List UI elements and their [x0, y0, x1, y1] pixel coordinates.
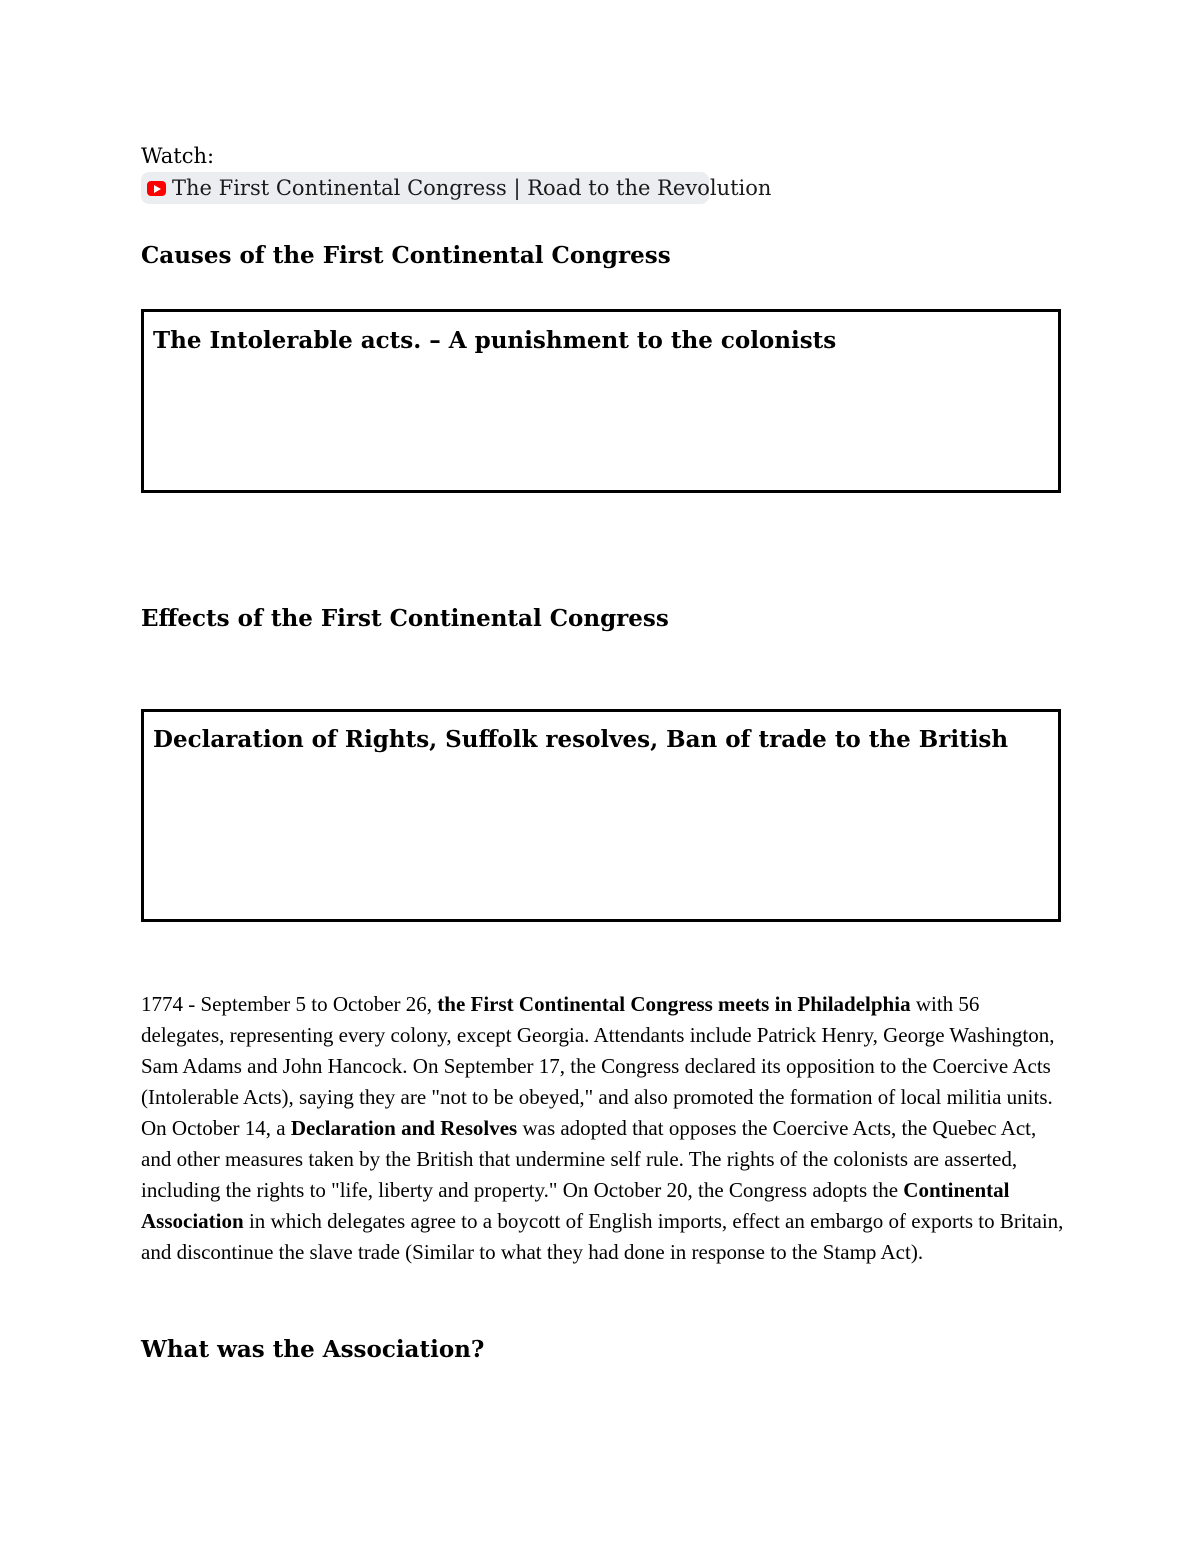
paragraph-text-4: in which delegates agree to a boycott of English imports, effect an embargo of exports to Britain, and discontinue the slave trade (Similar to what they had done in response to the Stamp Act). — [141, 1209, 1064, 1264]
effects-answer-text[interactable]: Declaration of Rights, Suffolk resolves, Ban of trade to the British — [153, 726, 1009, 753]
causes-answer-box[interactable] — [141, 309, 1061, 493]
paragraph-text-2: with 56 delegates, representing every colony, except Georgia. Attendants include Patrick Henry, George Washington, Sam Adams and John Hancock. On September 17, the Congress declared its opposition to the Coercive Acts (Intolerable Acts), saying they are "not to be obeyed," and also promoted the formation of local militia units. On October 14, a — [141, 992, 1055, 1140]
paragraph-bold-congress: the First Continental Congress meets in Philadelphia — [437, 992, 911, 1016]
effects-heading: Effects of the First Continental Congress — [141, 605, 669, 632]
paragraph-text-3: was adopted that opposes the Coercive Acts, the Quebec Act, and other measures taken by the British that undermine self rule. The rights of the colonists are asserted, including the rights to "life, liberty and property." On October 20, the Congress adopts the — [141, 1116, 1037, 1202]
paragraph-text-1: 1774 - September 5 to October 26, — [141, 992, 438, 1016]
paragraph-bold-association: Continental Association — [141, 1178, 1010, 1233]
paragraph-bold-declaration: Declaration and Resolves — [290, 1116, 518, 1140]
video-link-title[interactable]: The First Continental Congress | Road to the Revolution — [172, 176, 772, 200]
association-heading: What was the Association? — [141, 1336, 485, 1363]
causes-heading: Causes of the First Continental Congress — [141, 242, 671, 269]
effects-answer-box[interactable] — [141, 709, 1061, 922]
causes-answer-text[interactable]: The Intolerable acts. – A punishment to the colonists — [153, 327, 837, 354]
watch-label: Watch: — [141, 144, 215, 168]
youtube-play-icon — [147, 181, 166, 196]
history-paragraph — [141, 989, 1066, 1268]
video-link-chip[interactable] — [141, 172, 772, 204]
